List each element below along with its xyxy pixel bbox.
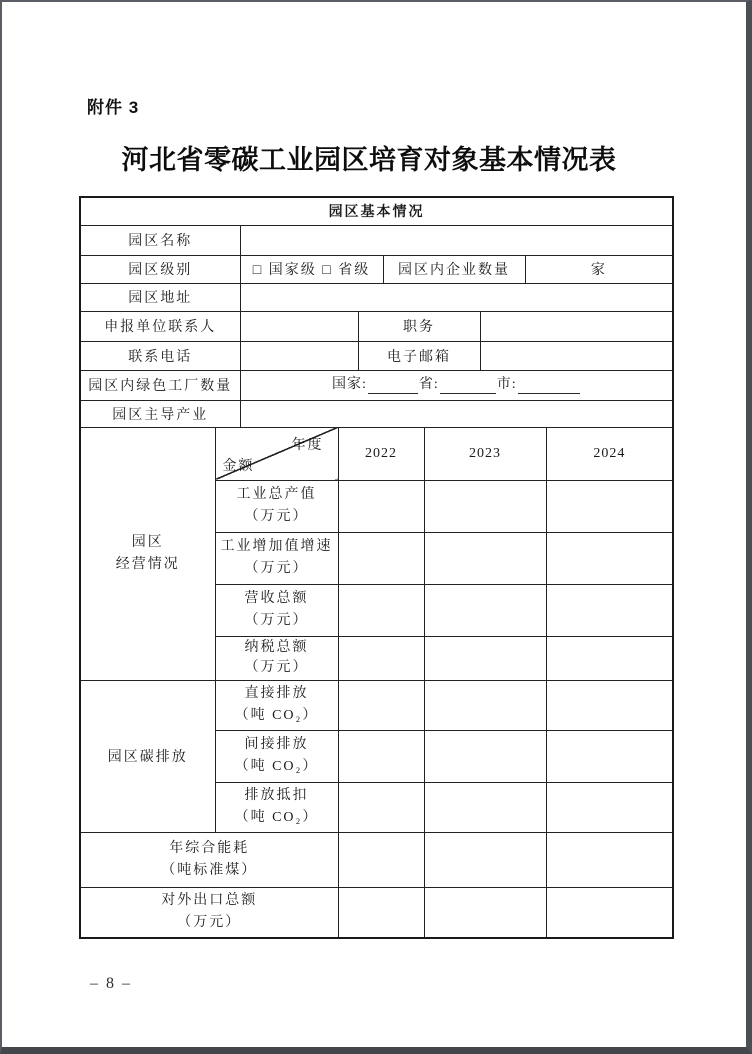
data-cell <box>546 636 673 680</box>
park-address-input-cell <box>240 283 673 311</box>
data-cell <box>424 680 546 730</box>
green-factory-label: 园区内绿色工厂数量 <box>80 370 240 400</box>
data-cell <box>546 680 673 730</box>
table-row <box>80 283 673 311</box>
data-cell <box>338 636 424 680</box>
phone-input-cell <box>240 341 358 370</box>
leading-industry-label: 园区主导产业 <box>80 400 240 427</box>
year-column-header: 2022 <box>338 427 424 480</box>
data-cell <box>338 730 424 782</box>
data-cell <box>338 480 424 532</box>
operation-row-label: 纳税总额 （万元） <box>215 636 338 680</box>
leading-industry-input-cell <box>240 400 673 427</box>
email-label: 电子邮箱 <box>358 341 480 370</box>
position-label: 职务 <box>358 311 480 341</box>
data-cell <box>338 680 424 730</box>
table-row <box>80 370 673 400</box>
data-cell <box>338 782 424 832</box>
export-total-label: 对外出口总额 （万元） <box>80 887 338 938</box>
operation-row-label: 工业总产值 （万元） <box>215 480 338 532</box>
green-factory-input-cell <box>240 370 673 400</box>
data-cell <box>546 584 673 636</box>
enterprise-count-unit-cell: 家 <box>525 255 673 283</box>
table-row <box>80 255 673 283</box>
green-factory-city-label: 市: <box>496 377 517 392</box>
park-level-checkboxes: □ 国家级 □ 省级 <box>240 255 383 283</box>
operation-group-label: 园区 经营情况 <box>80 427 215 680</box>
table-row <box>80 311 673 341</box>
data-cell <box>546 782 673 832</box>
table-row <box>80 197 673 225</box>
annual-energy-label: 年综合能耗 （吨标准煤） <box>80 832 338 887</box>
park-name-input-cell <box>240 225 673 255</box>
blank-line <box>440 378 496 394</box>
operation-row-label: 工业增加值增速 （万元） <box>215 532 338 584</box>
page-title: 河北省零碳工业园区培育对象基本情况表 <box>121 145 617 175</box>
diagonal-year-label: 年度 <box>291 437 324 453</box>
green-factory-province-label: 省: <box>418 377 439 392</box>
park-basic-info-table <box>79 196 674 939</box>
diagonal-amount-label: 金额 <box>222 458 255 474</box>
table-row <box>80 341 673 370</box>
data-cell <box>424 584 546 636</box>
data-cell <box>424 532 546 584</box>
blank-line <box>368 378 418 394</box>
data-cell <box>424 832 546 887</box>
data-cell <box>546 532 673 584</box>
blank-line <box>518 378 580 394</box>
table-row <box>80 427 673 480</box>
data-cell <box>546 887 673 938</box>
data-cell <box>424 636 546 680</box>
email-input-cell <box>480 341 673 370</box>
park-level-label: 园区级别 <box>80 255 240 283</box>
section-header: 园区基本情况 <box>80 197 673 225</box>
data-cell <box>546 730 673 782</box>
data-cell <box>546 832 673 887</box>
contact-input-cell <box>240 311 358 341</box>
attachment-label: 附件 3 <box>87 98 140 117</box>
data-cell <box>338 887 424 938</box>
page-number: – 8 – <box>90 975 132 992</box>
carbon-group-label: 园区碳排放 <box>80 680 215 832</box>
green-factory-national-label: 国家: <box>331 377 367 392</box>
carbon-row-label: 间接排放 （吨 CO₂） <box>215 730 338 782</box>
park-address-label: 园区地址 <box>80 283 240 311</box>
park-name-label: 园区名称 <box>80 225 240 255</box>
data-cell <box>424 887 546 938</box>
position-input-cell <box>480 311 673 341</box>
table-row <box>80 887 673 938</box>
operation-row-label: 营收总额 （万元） <box>215 584 338 636</box>
table-row <box>80 680 673 730</box>
data-cell <box>338 584 424 636</box>
contact-label: 申报单位联系人 <box>80 311 240 341</box>
carbon-row-label: 排放抵扣 （吨 CO₂） <box>215 782 338 832</box>
data-cell <box>546 480 673 532</box>
data-cell <box>424 480 546 532</box>
enterprise-count-label: 园区内企业数量 <box>383 255 525 283</box>
phone-label: 联系电话 <box>80 341 240 370</box>
data-cell <box>424 782 546 832</box>
year-column-header: 2024 <box>546 427 673 480</box>
table-row <box>80 225 673 255</box>
diagonal-header-cell <box>215 427 338 480</box>
data-cell <box>338 832 424 887</box>
table-row <box>80 400 673 427</box>
table-row <box>80 832 673 887</box>
data-cell <box>338 532 424 584</box>
year-column-header: 2023 <box>424 427 546 480</box>
data-cell <box>424 730 546 782</box>
carbon-row-label: 直接排放 （吨 CO₂） <box>215 680 338 730</box>
